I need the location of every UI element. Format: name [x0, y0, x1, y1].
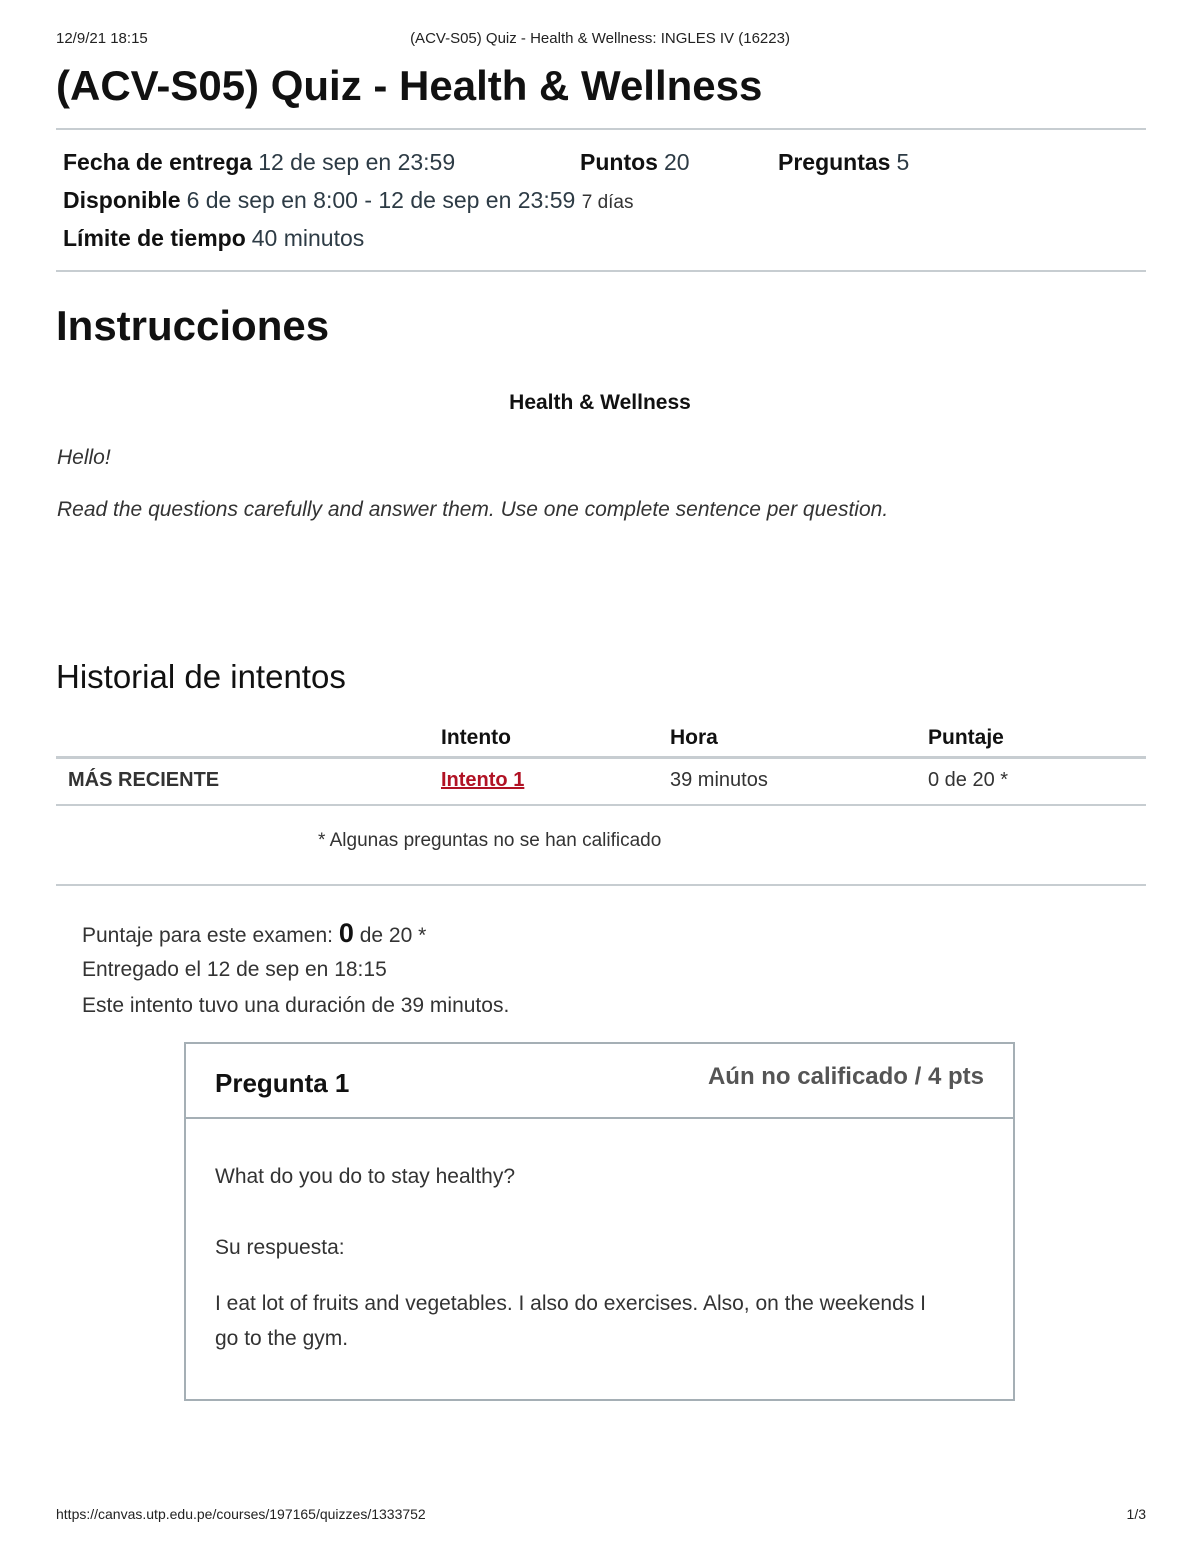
divider [56, 270, 1146, 272]
question-card [184, 1042, 1015, 1401]
time-limit-value: 40 minutos [251, 225, 365, 251]
attempt-link[interactable]: Intento 1 [441, 769, 525, 791]
instructions-heading: Instrucciones [56, 302, 330, 349]
attempt-time: 39 minutos [670, 758, 928, 806]
answer-label: Su respuesta: [215, 1236, 345, 1259]
ungraded-note: * Algunas preguntas no se han calificado [318, 830, 662, 851]
question-text: What do you do to stay healthy? [215, 1165, 516, 1188]
time-limit [63, 225, 364, 252]
print-url: https://canvas.utp.edu.pe/courses/197165/quizzes/1333752 [56, 1506, 426, 1522]
instructions-body: Read the questions carefully and answer them. Use one complete sentence per question. [57, 498, 889, 521]
due-date-value: 12 de sep en 23:59 [258, 149, 456, 175]
due-date-label: Fecha de entrega [63, 149, 253, 175]
column-header [56, 718, 441, 758]
divider [56, 884, 1146, 886]
availability [63, 187, 633, 214]
quiz-score-prefix: Puntaje para este examen: [82, 924, 333, 947]
time-limit-label: Límite de tiempo [63, 225, 246, 251]
print-datetime: 12/9/21 18:15 [56, 30, 148, 47]
points-label: Puntos [580, 149, 658, 175]
history-heading: Historial de intentos [56, 658, 346, 695]
question-title: Pregunta 1 [215, 1068, 350, 1098]
quiz-score [82, 918, 426, 949]
question-header [186, 1044, 1013, 1119]
availability-label: Disponible [63, 187, 181, 213]
instructions-subtitle: Health & Wellness [509, 391, 691, 414]
attempt-score: 0 de 20 * [928, 758, 1146, 806]
attempt-history-table [56, 718, 1146, 806]
due-date [63, 149, 455, 176]
divider [56, 128, 1146, 130]
question-points: Aún no calificado / 4 pts [707, 1063, 984, 1090]
row-label: MÁS RECIENTE [56, 758, 441, 806]
quiz-score-value: 0 [338, 918, 354, 948]
print-page-title: (ACV-S05) Quiz - Health & Wellness: INGLES IV (16223) [410, 30, 790, 47]
questions-label: Preguntas [778, 149, 891, 175]
table-row [56, 758, 1146, 806]
questions [778, 149, 909, 176]
submitted-at: Entregado el 12 de sep en 18:15 [82, 958, 387, 981]
points [580, 149, 690, 176]
instructions-greeting: Hello! [57, 446, 111, 469]
points-value: 20 [663, 149, 690, 175]
answer-text: I eat lot of fruits and vegetables. I also do exercises. Also, on the weekends I go to the gym. [215, 1292, 926, 1350]
questions-value: 5 [896, 149, 910, 175]
column-header-score: Puntaje [928, 718, 1146, 758]
column-header-attempt: Intento [441, 718, 670, 758]
quiz-score-suffix: de 20 * [359, 924, 427, 947]
column-header-time: Hora [670, 718, 928, 758]
attempt-duration: Este intento tuvo una duración de 39 minutos. [82, 994, 510, 1017]
availability-value: 6 de sep en 8:00 - 12 de sep en 23:59 [186, 187, 576, 213]
page-title: (ACV-S05) Quiz - Health & Wellness [56, 62, 763, 109]
print-page-number: 1/3 [1126, 1506, 1146, 1522]
availability-days: 7 días [581, 192, 634, 213]
